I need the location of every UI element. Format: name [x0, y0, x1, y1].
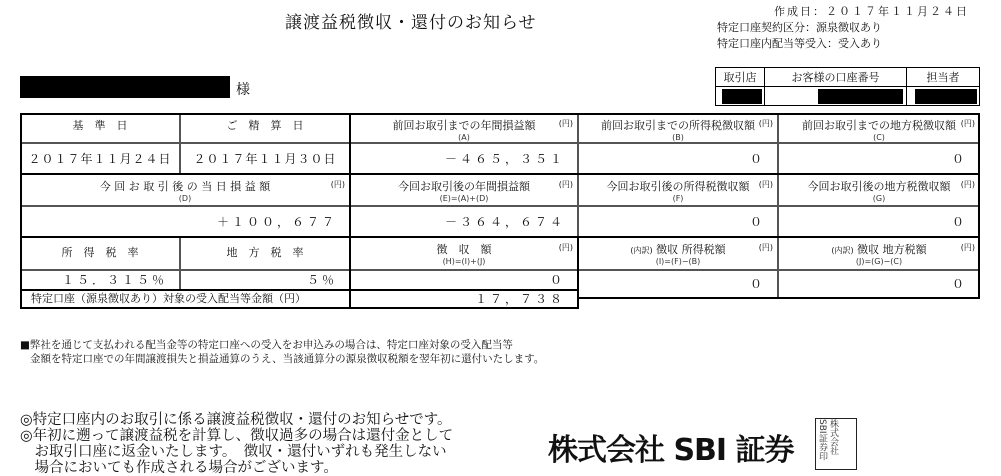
c-header: 前回お取引までの地方税徴収額 (C) (円) — [778, 113, 980, 143]
dividend-amount-value: １７，７３８ — [350, 290, 578, 308]
branch-header: 取引店 — [716, 68, 765, 87]
base-date-header: 基 準 日 — [20, 113, 180, 143]
redacted-customer-name — [20, 76, 230, 98]
staff-header: 担当者 — [907, 68, 980, 87]
staff-value — [907, 87, 980, 106]
b-value: ０ — [578, 143, 778, 174]
footer-line-4: 場合においても作成される場合がございます。 — [20, 460, 338, 476]
settle-date-value: ２０１７年１１月３０日 — [180, 143, 350, 174]
h-value: ０ — [350, 270, 578, 290]
dividend-amount-label: 特定口座（源泉徴収あり）対象の受入配当等金額（円） — [20, 290, 350, 308]
i-value: ０ — [578, 270, 778, 298]
account-number-header: お客様の口座番号 — [765, 68, 907, 87]
a-value: －４６５，３５１ — [350, 143, 578, 174]
document-title: 譲渡益税徴収・還付のお知らせ — [285, 13, 537, 33]
g-value: ０ — [778, 206, 980, 237]
a-header: 前回お取引までの年間損益額 (A) (円) — [350, 113, 578, 143]
j-value: ０ — [778, 270, 980, 298]
local-rate-header: 地 方 税 率 — [180, 237, 350, 270]
income-rate-value: １５．３１５％ — [20, 270, 180, 290]
note-line-2: 金額を特定口座での年間譲渡損失と損益通算のうえ、当該通算分の源泉徴収税額を翌年初に還付いたします。 — [30, 353, 545, 365]
e-header: 今回お取引後の年間損益額 (E)=(A)+(D) (円) — [350, 174, 578, 206]
e-value: －３６４，６７４ — [350, 206, 578, 237]
contract-type: 特定口座契約区分：源泉徴収あり — [717, 21, 882, 34]
i-header: (内訳) 徴収 所得税額 (I)=(F)−(B) (円) — [578, 237, 778, 270]
base-date-value: ２０１７年１１月２４日 — [20, 143, 180, 174]
local-rate-value: ５％ — [180, 270, 350, 290]
created-date: 作成日：２０１７年１１月２４日 — [774, 5, 969, 18]
account-info-table — [715, 67, 980, 106]
tax-summary-table — [20, 113, 980, 309]
f-value: ０ — [578, 206, 778, 237]
dividend-setting: 特定口座内配当等受入：受入あり — [717, 37, 882, 50]
settle-date-header: ご 精 算 日 — [180, 113, 350, 143]
footer-line-1: ◎特定口座内のお取引に係る譲渡益税徴収・還付のお知らせです。 — [20, 412, 452, 428]
b-header: 前回お取引までの所得税徴収額 (B) (円) — [578, 113, 778, 143]
d-value: ＋１００，６７７ — [20, 206, 350, 237]
h-header: 徴 収 額 (H)=(I)+(J) (円) — [350, 237, 578, 270]
company-name: 株式会社 SBI 証券 — [548, 433, 794, 468]
note-line-1: ■弊社を通じて支払われる配当金等の特定口座への受入をお申込みの場合は、特定口座対象の受入配当等 — [20, 339, 513, 351]
customer-suffix: 様 — [236, 82, 250, 98]
d-header: 今 回 お 取 引 後 の 当 日 損 益 額 (D) (円) — [20, 174, 350, 206]
f-header: 今回お取引後の所得税徴収額 (F) (円) — [578, 174, 778, 206]
branch-value — [716, 87, 765, 106]
account-number-value — [765, 87, 907, 106]
footer-line-3: お取引口座に返金いたします。 徴収・還付いずれも発生しない — [20, 444, 447, 460]
c-value: ０ — [778, 143, 980, 174]
g-header: 今回お取引後の地方税徴収額 (G) (円) — [778, 174, 980, 206]
income-rate-header: 所 得 税 率 — [20, 237, 180, 270]
company-seal-stamp: 株式会社SBI証券印 — [815, 418, 857, 470]
j-header: (内訳) 徴収 地方税額 (J)=(G)−(C) (円) — [778, 237, 980, 270]
footer-line-2: ◎年初に遡って譲渡益税を計算し、徴収過多の場合は還付金として — [20, 428, 454, 444]
